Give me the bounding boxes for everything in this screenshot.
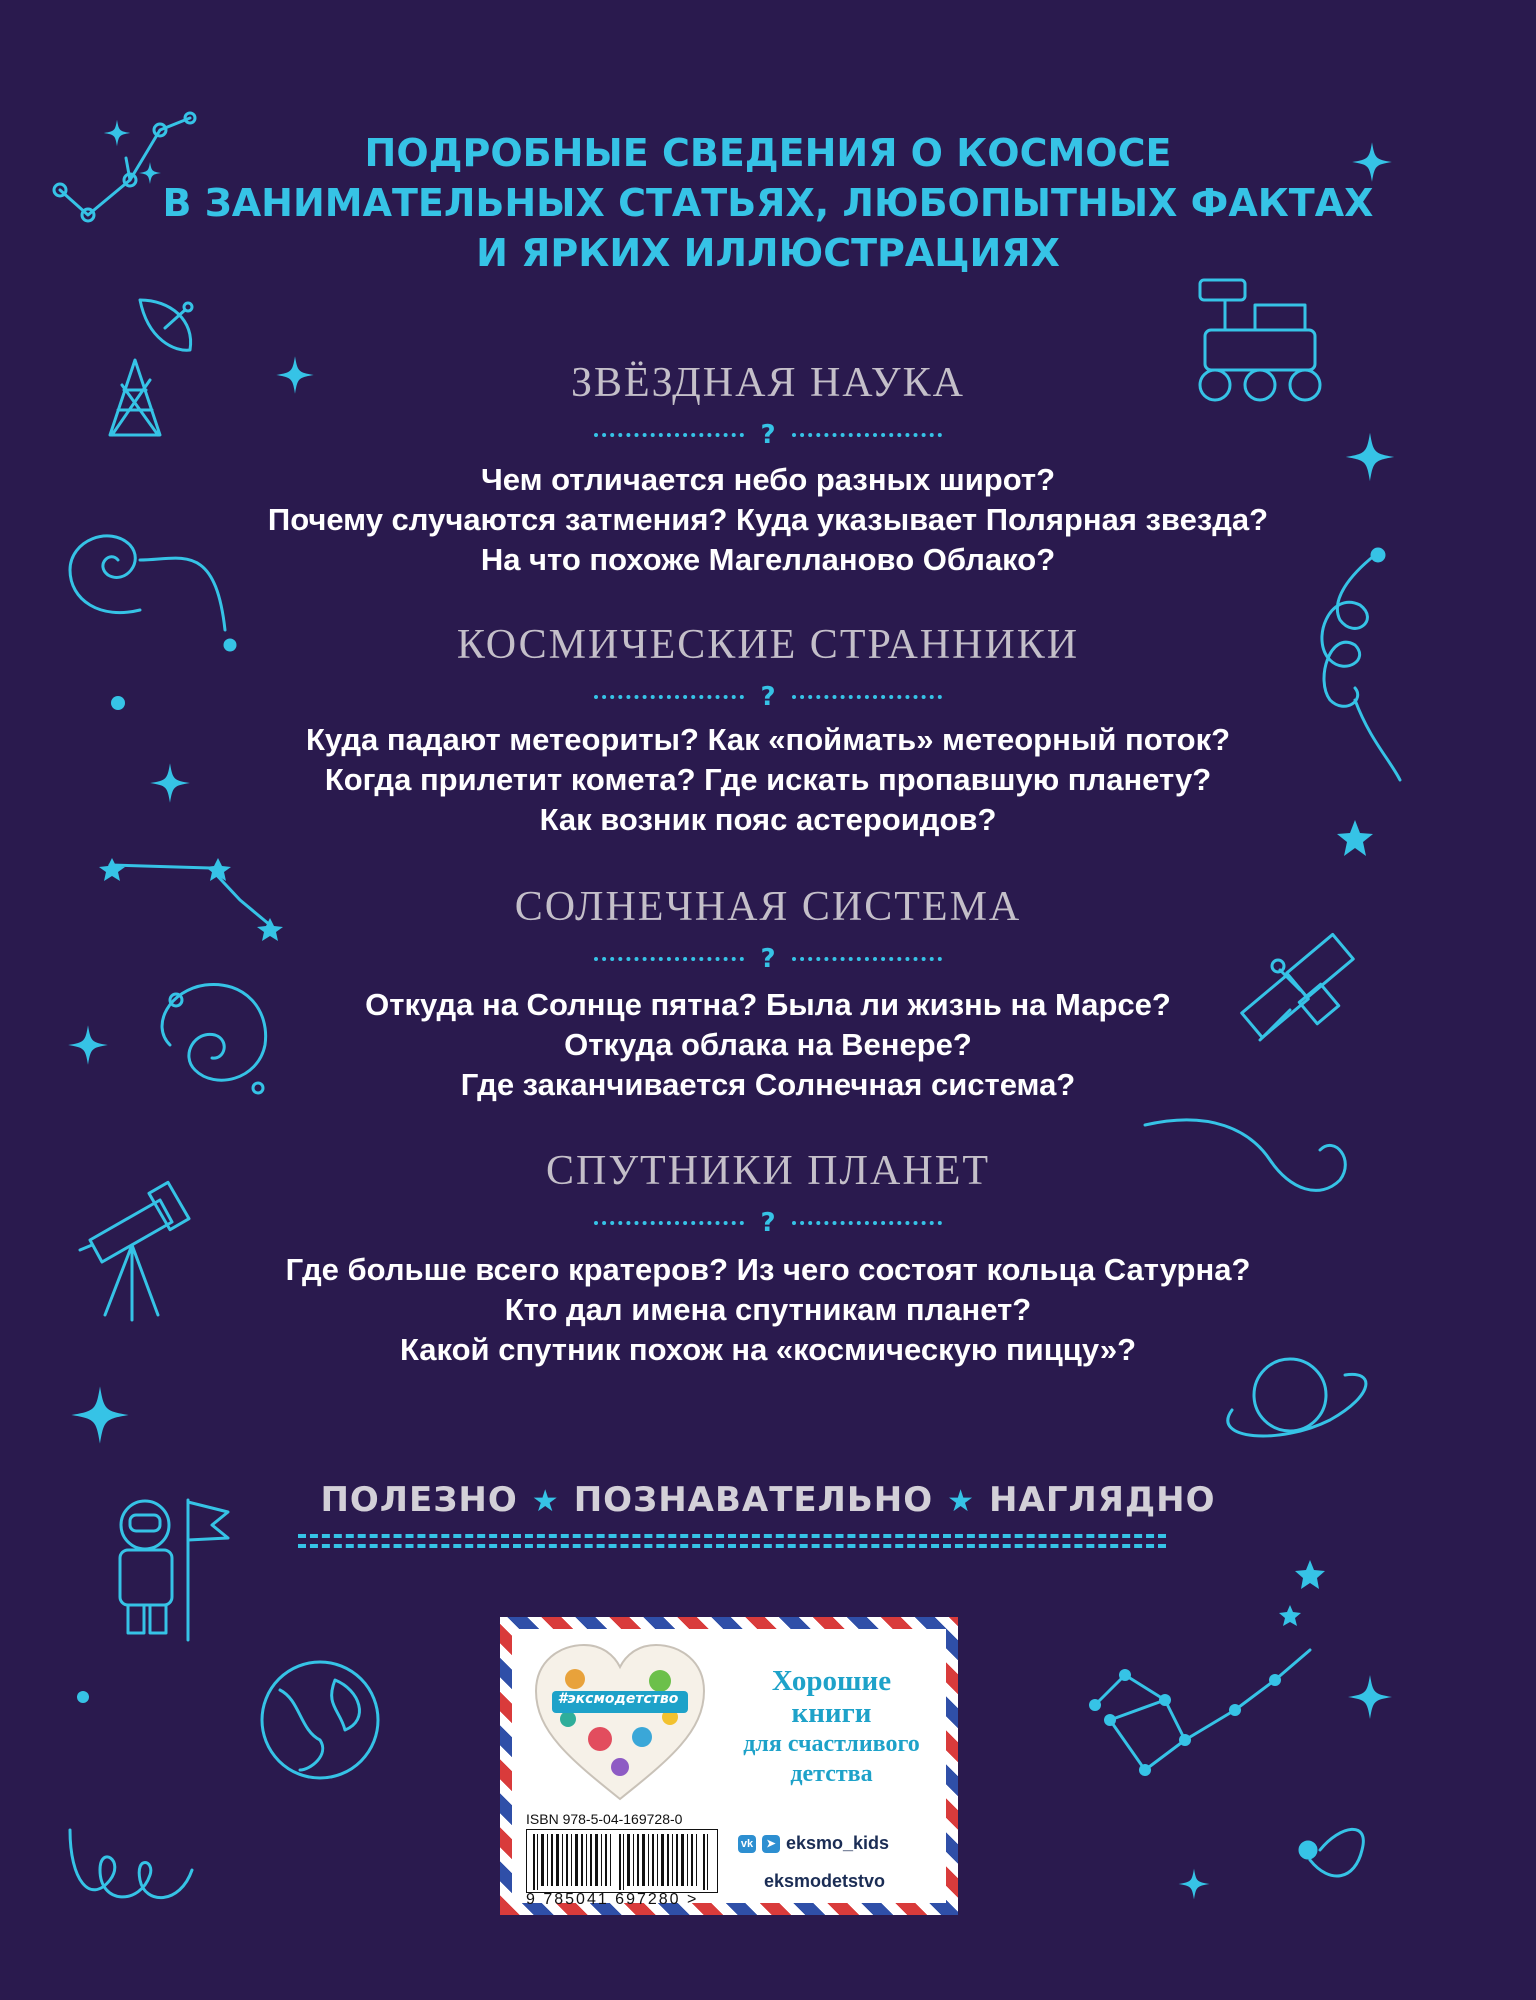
swirl-icon <box>70 1830 192 1898</box>
question: На что похоже Магелланово Облако? <box>480 542 1056 577</box>
slogan-line: детства <box>790 1761 873 1787</box>
section-questions <box>0 720 1536 840</box>
section-title: СОЛНЕЧНАЯ СИСТЕМА <box>514 884 1022 930</box>
section-separator <box>0 946 1536 972</box>
question: Куда падают метеориты? Как «поймать» метеорный поток? <box>305 722 1231 757</box>
question: Какой спутник похож на «космическую пиццу»? <box>399 1332 1137 1367</box>
telegram-icon: ➤ <box>762 1835 780 1853</box>
question: Где больше всего кратеров? Из чего состоят кольца Сатурна? <box>285 1252 1251 1287</box>
social-handle-text: eksmo_kids <box>786 1833 890 1853</box>
planet-icon <box>1228 1359 1366 1436</box>
section-separator <box>0 422 1536 448</box>
headline-line: И ЯРКИХ ИЛЛЮСТРАЦИЯХ <box>476 231 1060 275</box>
swirl-icon <box>1300 1829 1363 1876</box>
headline-line: В ЗАНИМАТЕЛЬНЫХ СТАТЬЯХ, ЛЮБОПЫТНЫХ ФАКТАХ <box>162 181 1374 225</box>
social-handle <box>764 1871 885 1892</box>
tagline-word: ПОЗНАВАТЕЛЬНО <box>573 1480 934 1520</box>
social-handle-text: eksmodetstvo <box>764 1871 886 1891</box>
publisher-envelope <box>500 1617 958 1915</box>
question: Чем отличается небо разных широт? <box>480 462 1055 497</box>
double-dashed-rule <box>298 1534 1166 1548</box>
question: Откуда облака на Венере? <box>564 1027 972 1062</box>
barcode-digits: 9 785041 697280 > <box>526 1891 699 1908</box>
publisher-slogan <box>724 1665 939 1789</box>
heart-logo-icon <box>530 1639 710 1809</box>
barcode <box>526 1829 718 1893</box>
question: Откуда на Солнце пятна? Была ли жизнь на Марсе? <box>365 987 1171 1022</box>
isbn: ISBN 978-5-04-169728-0 <box>526 1811 683 1827</box>
social-handle <box>738 1833 889 1854</box>
question-mark-icon: ? <box>760 944 776 974</box>
brand-hashtag: #эксмодетство <box>557 1691 679 1707</box>
section-questions <box>0 1250 1536 1370</box>
headline-line: ПОДРОБНЫЕ СВЕДЕНИЯ О КОСМОСЕ <box>364 131 1172 175</box>
slogan-line: для счастливого <box>743 1731 920 1757</box>
headline <box>0 128 1536 278</box>
section-separator <box>0 1210 1536 1236</box>
question-mark-icon: ? <box>760 682 776 712</box>
star-icon: ★ <box>531 1484 560 1519</box>
tagline-word: НАГЛЯДНО <box>989 1480 1216 1520</box>
slogan-line: Хорошие <box>771 1665 892 1697</box>
question: Кто дал имена спутникам планет? <box>504 1292 1032 1327</box>
globe-icon <box>262 1662 378 1778</box>
question: Где заканчивается Солнечная система? <box>460 1067 1076 1102</box>
section-title: ЗВЁЗДНАЯ НАУКА <box>570 360 966 406</box>
tagline <box>0 1478 1536 1524</box>
question-mark-icon: ? <box>760 1208 776 1238</box>
section-separator <box>0 684 1536 710</box>
star-icon: ★ <box>947 1484 976 1519</box>
section-title: СПУТНИКИ ПЛАНЕТ <box>545 1148 991 1194</box>
slogan-line: книги <box>791 1697 872 1729</box>
question: Когда прилетит комета? Где искать пропавшую планету? <box>324 762 1212 797</box>
tagline-word: ПОЛЕЗНО <box>320 1480 518 1520</box>
section-questions <box>0 985 1536 1105</box>
question-mark-icon: ? <box>760 420 776 450</box>
constellation-icon <box>1095 1650 1310 1770</box>
vk-icon: vk <box>738 1835 756 1853</box>
question: Почему случаются затмения? Куда указывает Полярная звезда? <box>267 502 1269 537</box>
section-questions <box>0 460 1536 580</box>
section-title: КОСМИЧЕСКИЕ СТРАННИКИ <box>456 622 1080 668</box>
question: Как возник пояс астероидов? <box>539 802 997 837</box>
